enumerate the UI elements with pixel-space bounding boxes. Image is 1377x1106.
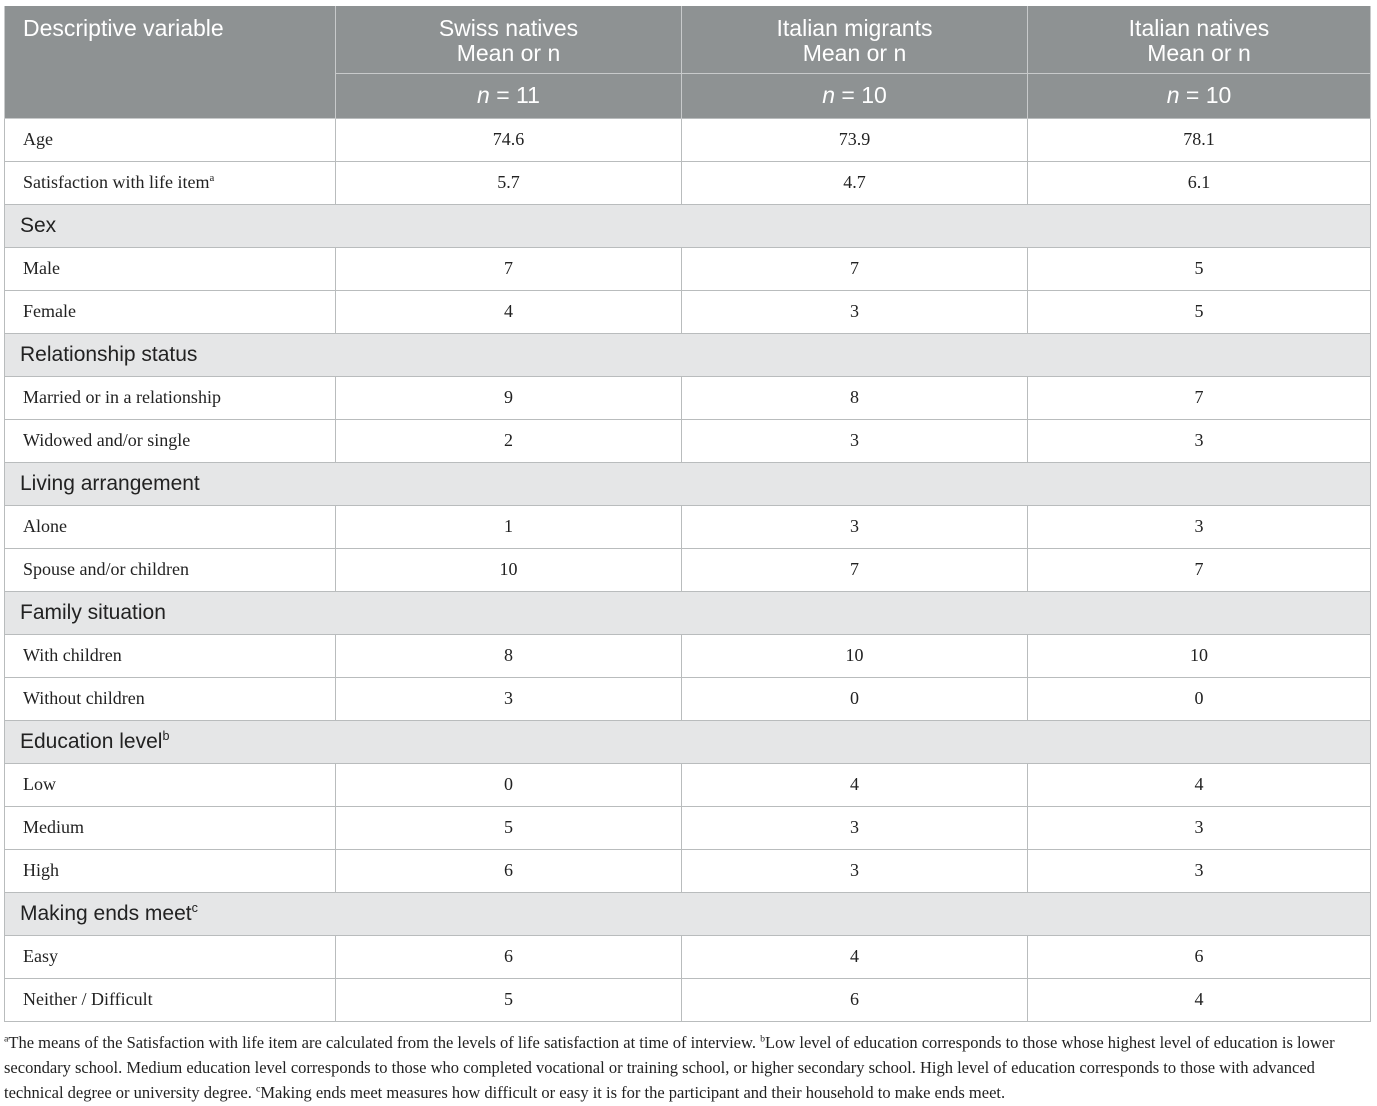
header-group-name bbox=[336, 6, 682, 73]
row-label-text: Female bbox=[23, 301, 76, 321]
cell-value: 3 bbox=[682, 806, 1028, 849]
row-label-text: High bbox=[23, 860, 59, 880]
section-title bbox=[5, 591, 1371, 634]
table-row bbox=[5, 935, 1371, 978]
n-label: n bbox=[822, 82, 835, 108]
cell-value: 3 bbox=[336, 677, 682, 720]
row-label bbox=[5, 419, 336, 462]
cell-value: 3 bbox=[1028, 849, 1371, 892]
row-label-text: With children bbox=[23, 645, 122, 665]
row-label-text: Medium bbox=[23, 817, 84, 837]
cell-value: 7 bbox=[1028, 548, 1371, 591]
cell-value: 74.6 bbox=[336, 118, 682, 161]
row-label bbox=[5, 161, 336, 204]
group-name: Italian migrants bbox=[776, 15, 933, 41]
table-row bbox=[5, 419, 1371, 462]
row-label-text: Spouse and/or children bbox=[23, 559, 189, 579]
cell-value: 0 bbox=[336, 763, 682, 806]
cell-value: 3 bbox=[682, 419, 1028, 462]
row-label-text: Male bbox=[23, 258, 60, 278]
cell-value: 7 bbox=[1028, 376, 1371, 419]
row-label bbox=[5, 849, 336, 892]
cell-value: 6 bbox=[336, 849, 682, 892]
cell-value: 6 bbox=[682, 978, 1028, 1021]
footnote-mark: c bbox=[255, 1083, 261, 1095]
row-label bbox=[5, 935, 336, 978]
row-label bbox=[5, 677, 336, 720]
cell-value: 3 bbox=[682, 505, 1028, 548]
table-container bbox=[4, 6, 1370, 1022]
group-stat: Mean or n bbox=[1147, 40, 1251, 66]
table-row bbox=[5, 376, 1371, 419]
row-label bbox=[5, 548, 336, 591]
group-stat: Mean or n bbox=[456, 40, 561, 66]
cell-value: 3 bbox=[1028, 806, 1371, 849]
section-title-text: Making ends meet bbox=[20, 901, 192, 925]
group-name: Italian natives bbox=[1128, 15, 1270, 41]
table-row bbox=[5, 247, 1371, 290]
cell-value: 5 bbox=[336, 806, 682, 849]
table-body bbox=[5, 118, 1371, 1021]
section-title-text: Family situation bbox=[20, 600, 166, 624]
header-group-name bbox=[1028, 6, 1371, 73]
cell-value: 5 bbox=[1028, 247, 1371, 290]
footnote-mark: c bbox=[191, 900, 198, 915]
header-group-n bbox=[336, 73, 682, 118]
row-label-text: Without children bbox=[23, 688, 145, 708]
footnote-mark: a bbox=[4, 1033, 9, 1045]
cell-value: 6.1 bbox=[1028, 161, 1371, 204]
section-title-text: Education level bbox=[20, 729, 163, 753]
section-title bbox=[5, 462, 1371, 505]
row-label-text: Widowed and/or single bbox=[23, 430, 191, 450]
cell-value: 4 bbox=[336, 290, 682, 333]
row-label-text: Easy bbox=[23, 946, 58, 966]
header-group-n bbox=[682, 73, 1028, 118]
cell-value: 0 bbox=[682, 677, 1028, 720]
cell-value: 4 bbox=[682, 935, 1028, 978]
table-row bbox=[5, 161, 1371, 204]
cell-value: 2 bbox=[336, 419, 682, 462]
cell-value: 6 bbox=[336, 935, 682, 978]
section-title bbox=[5, 333, 1371, 376]
table-row bbox=[5, 763, 1371, 806]
row-label bbox=[5, 376, 336, 419]
n-label: n bbox=[1166, 82, 1180, 108]
header-group-n bbox=[1028, 73, 1371, 118]
row-label bbox=[5, 634, 336, 677]
cell-value: 3 bbox=[682, 849, 1028, 892]
cell-value: 6 bbox=[1028, 935, 1371, 978]
table-row bbox=[5, 978, 1371, 1021]
section-header-row bbox=[5, 892, 1371, 935]
footnote-b: Low level of education corresponds to those whose highest level of education is lower secondary school. Medium education level corresponds to those who completed vocational or training school, or higher secondary school. High level of education corresponds to those with advanced technical degree or university degree. bbox=[4, 1033, 1335, 1102]
footnote-mark: b bbox=[760, 1033, 766, 1045]
cell-value: 4 bbox=[682, 763, 1028, 806]
cell-value: 4 bbox=[1028, 978, 1371, 1021]
row-label bbox=[5, 763, 336, 806]
cell-value: 3 bbox=[682, 290, 1028, 333]
n-value: = 10 bbox=[841, 82, 887, 108]
group-stat: Mean or n bbox=[802, 40, 907, 66]
section-header-row bbox=[5, 204, 1371, 247]
cell-value: 78.1 bbox=[1028, 118, 1371, 161]
n-value: = 10 bbox=[1185, 82, 1232, 108]
row-label bbox=[5, 978, 336, 1021]
cell-value: 5.7 bbox=[336, 161, 682, 204]
n-label: n bbox=[477, 82, 490, 108]
footnote-a: The means of the Satisfaction with life item are calculated from the levels of life satisfaction at time of interview. bbox=[8, 1033, 761, 1052]
table-row bbox=[5, 505, 1371, 548]
section-title-text: Living arrangement bbox=[20, 471, 200, 495]
header-group-name bbox=[682, 6, 1028, 73]
section-header-row bbox=[5, 333, 1371, 376]
row-label-text: Neither / Difficult bbox=[23, 989, 153, 1009]
cell-value: 10 bbox=[336, 548, 682, 591]
row-label bbox=[5, 505, 336, 548]
table-header bbox=[5, 6, 1371, 118]
footnote-c: Making ends meet measures how difficult or easy it is for the participant and their household to make ends meet. bbox=[260, 1083, 1006, 1102]
row-label-text: Alone bbox=[23, 516, 67, 536]
row-label-text: Age bbox=[23, 129, 53, 149]
cell-value: 5 bbox=[336, 978, 682, 1021]
cell-value: 0 bbox=[1028, 677, 1371, 720]
row-label-text: Low bbox=[23, 774, 56, 794]
section-title bbox=[5, 204, 1371, 247]
section-title-text: Relationship status bbox=[20, 342, 198, 366]
section-header-row bbox=[5, 462, 1371, 505]
table-row bbox=[5, 290, 1371, 333]
group-name: Swiss natives bbox=[438, 15, 579, 41]
table-row bbox=[5, 677, 1371, 720]
cell-value: 3 bbox=[1028, 505, 1371, 548]
table-row bbox=[5, 118, 1371, 161]
cell-value: 4 bbox=[1028, 763, 1371, 806]
row-label bbox=[5, 290, 336, 333]
section-header-row bbox=[5, 591, 1371, 634]
cell-value: 10 bbox=[1028, 634, 1371, 677]
row-label bbox=[5, 118, 336, 161]
table-row bbox=[5, 849, 1371, 892]
n-value: = 11 bbox=[496, 82, 540, 108]
section-title bbox=[5, 892, 1371, 935]
header-descriptive-variable: Descriptive variable bbox=[5, 6, 336, 118]
row-label-text: Satisfaction with life item bbox=[23, 172, 210, 192]
cell-value: 7 bbox=[336, 247, 682, 290]
cell-value: 4.7 bbox=[682, 161, 1028, 204]
cell-value: 7 bbox=[682, 548, 1028, 591]
footnote-mark: b bbox=[162, 728, 170, 743]
cell-value: 9 bbox=[336, 376, 682, 419]
descriptive-table bbox=[4, 6, 1371, 1022]
table-footnote bbox=[4, 1030, 1370, 1105]
footnote-mark: a bbox=[209, 172, 215, 184]
cell-value: 73.9 bbox=[682, 118, 1028, 161]
cell-value: 8 bbox=[336, 634, 682, 677]
cell-value: 1 bbox=[336, 505, 682, 548]
table-row bbox=[5, 634, 1371, 677]
table-row bbox=[5, 806, 1371, 849]
cell-value: 3 bbox=[1028, 419, 1371, 462]
section-title-text: Sex bbox=[20, 213, 57, 237]
cell-value: 8 bbox=[682, 376, 1028, 419]
section-header-row bbox=[5, 720, 1371, 763]
cell-value: 10 bbox=[682, 634, 1028, 677]
row-label bbox=[5, 806, 336, 849]
cell-value: 7 bbox=[682, 247, 1028, 290]
table-row bbox=[5, 548, 1371, 591]
row-label-text: Married or in a relationship bbox=[23, 387, 221, 407]
section-title bbox=[5, 720, 1371, 763]
row-label bbox=[5, 247, 336, 290]
cell-value: 5 bbox=[1028, 290, 1371, 333]
